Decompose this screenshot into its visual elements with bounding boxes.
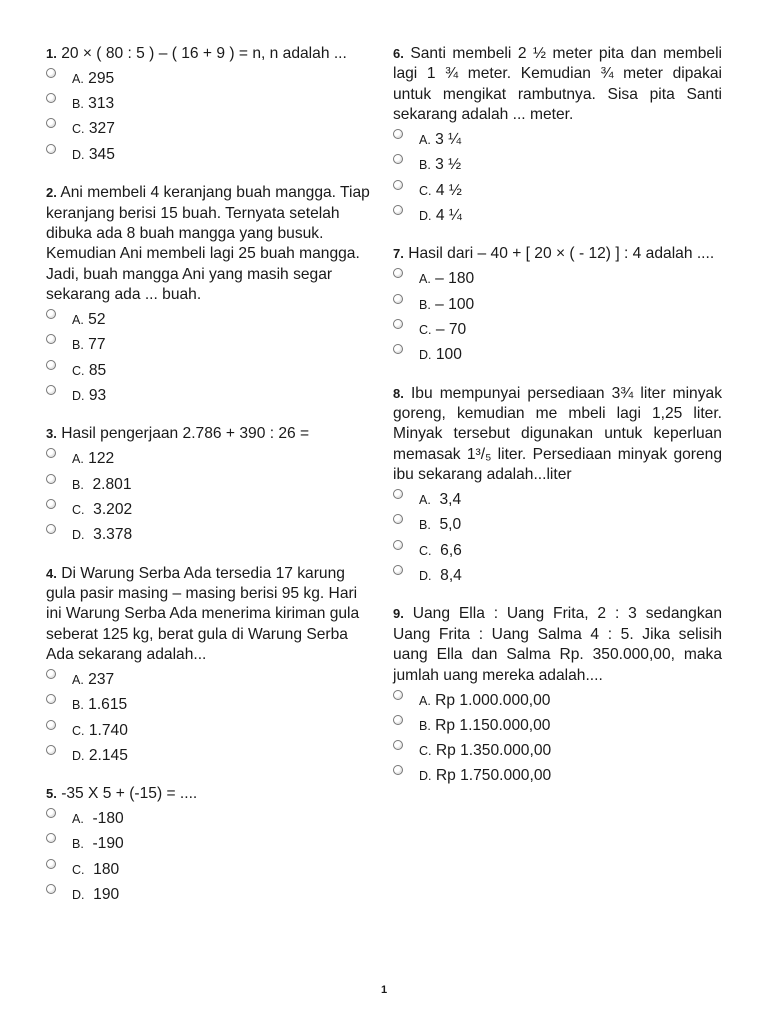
option-value: 5,0	[435, 516, 462, 534]
option-letter: B.	[72, 338, 84, 353]
radio-button-icon[interactable]	[46, 68, 56, 78]
answer-option[interactable]	[46, 832, 374, 857]
radio-button-icon[interactable]	[393, 294, 403, 304]
question	[393, 244, 722, 367]
question-stem	[393, 44, 722, 126]
option-letter: D.	[72, 388, 85, 403]
answer-option[interactable]	[46, 117, 374, 142]
option-label	[72, 810, 124, 828]
option-letter: D.	[72, 748, 85, 763]
question-text: Uang Ella : Uang Frita, 2 : 3 sedangkan Uang Frita : Uang Salma 4 : 5. Jika selisih uang Ella dan Salma Rp. 350.000,00, maka jumlah uang mereka adalah....	[393, 605, 722, 684]
option-value: 180	[88, 860, 120, 878]
option-value: 190	[88, 885, 120, 903]
question-stem	[46, 183, 374, 305]
answer-option[interactable]	[393, 513, 722, 538]
option-label	[72, 501, 132, 519]
answer-option[interactable]	[46, 857, 374, 882]
option-label	[72, 671, 114, 689]
question-text: Di Warung Serba Ada tersedia 17 karung gula pasir masing – masing berisi 95 kg. Hari ini Warung Serba Ada menerima kiriman gula seberat 125 kg, berat gula di Warung Serba Ada sekarang adalah...	[46, 564, 360, 664]
option-letter: C.	[419, 183, 432, 198]
option-value: 3,4	[435, 491, 462, 509]
answer-options	[46, 807, 374, 908]
option-value: Rp 1.750.000,00	[435, 767, 552, 785]
question-number: 6.	[393, 46, 404, 61]
radio-button-icon[interactable]	[46, 694, 56, 704]
question-stem	[46, 424, 374, 444]
answer-option[interactable]	[393, 688, 722, 713]
option-label	[72, 476, 132, 494]
option-value: 2.145	[88, 746, 128, 764]
option-value: 237	[88, 671, 115, 689]
answer-option[interactable]	[46, 497, 374, 522]
radio-button-icon[interactable]	[46, 334, 56, 344]
option-value: 1.615	[88, 696, 128, 714]
answer-option[interactable]	[46, 882, 374, 907]
answer-option[interactable]	[46, 142, 374, 167]
answer-options	[46, 66, 374, 167]
option-letter: A.	[419, 493, 431, 508]
answer-option[interactable]	[393, 178, 722, 203]
question-number: 9.	[393, 606, 404, 622]
right-column	[393, 44, 722, 805]
radio-button-icon[interactable]	[46, 669, 56, 679]
option-value: 295	[88, 70, 115, 87]
option-value: – 100	[435, 295, 475, 313]
question	[46, 424, 374, 547]
radio-button-icon[interactable]	[393, 319, 403, 329]
option-letter: C.	[419, 743, 432, 758]
answer-option[interactable]	[393, 563, 722, 588]
option-letter: D.	[419, 769, 432, 784]
option-value: 327	[88, 120, 115, 138]
option-value: 8,4	[435, 566, 462, 584]
option-value: 4 ½	[435, 181, 462, 199]
answer-option[interactable]	[46, 693, 374, 718]
option-label	[419, 296, 474, 314]
option-letter: B.	[72, 698, 84, 713]
option-letter: B.	[72, 837, 84, 852]
option-value: 313	[88, 95, 115, 113]
answer-option[interactable]	[46, 522, 374, 547]
radio-button-icon[interactable]	[46, 448, 56, 458]
radio-button-icon[interactable]	[46, 499, 56, 509]
question-number: 1.	[46, 46, 57, 61]
answer-option[interactable]	[46, 447, 374, 472]
option-letter: C.	[72, 502, 85, 517]
radio-button-icon[interactable]	[46, 144, 56, 154]
option-letter: C.	[72, 723, 85, 738]
answer-option[interactable]	[46, 718, 374, 743]
option-label	[419, 742, 551, 760]
radio-button-icon[interactable]	[393, 690, 403, 700]
option-label	[72, 835, 124, 853]
option-value: 6,6	[435, 541, 462, 559]
option-label	[419, 346, 462, 364]
question-number: 4.	[46, 565, 57, 581]
option-value: Rp 1.000.000,00	[435, 691, 551, 709]
option-letter: D.	[72, 527, 85, 542]
option-label	[72, 311, 106, 329]
option-value: 122	[88, 450, 115, 468]
radio-button-icon[interactable]	[46, 118, 56, 128]
radio-button-icon[interactable]	[393, 489, 403, 499]
radio-button-icon[interactable]	[393, 205, 403, 215]
radio-button-icon[interactable]	[46, 884, 56, 894]
question-stem	[393, 604, 722, 686]
option-label	[419, 182, 462, 200]
option-value: 4 ¼	[435, 206, 462, 224]
option-letter: A.	[419, 272, 431, 287]
question-text: 20 × ( 80 : 5 ) – ( 16 + 9 ) = n, n adalah ...	[61, 45, 347, 62]
option-letter: C.	[419, 543, 432, 558]
answer-option[interactable]	[46, 308, 374, 333]
radio-button-icon[interactable]	[46, 833, 56, 843]
radio-button-icon[interactable]	[46, 720, 56, 730]
radio-button-icon[interactable]	[46, 808, 56, 818]
option-letter: D.	[419, 347, 432, 362]
answer-option[interactable]	[46, 92, 374, 117]
option-value: -190	[88, 835, 124, 853]
option-label	[419, 692, 550, 710]
question-number: 5.	[46, 786, 57, 802]
page-number: 1	[380, 984, 388, 996]
answer-options	[46, 308, 374, 409]
answer-option[interactable]	[393, 317, 722, 342]
question	[393, 44, 722, 228]
answer-option[interactable]	[393, 713, 722, 738]
option-letter: A.	[72, 313, 84, 328]
option-label	[72, 747, 128, 765]
option-label	[419, 207, 462, 225]
option-value: Rp 1.150.000,00	[435, 716, 551, 734]
option-letter: A.	[72, 452, 84, 467]
question	[46, 183, 374, 408]
option-label	[72, 146, 115, 164]
option-value: 3 ½	[435, 156, 462, 174]
answer-option[interactable]	[393, 764, 722, 789]
answer-option[interactable]	[46, 66, 374, 91]
answer-option[interactable]	[393, 538, 722, 563]
answer-option[interactable]	[393, 267, 722, 292]
radio-button-icon[interactable]	[46, 474, 56, 484]
option-letter: C.	[72, 122, 85, 137]
radio-button-icon[interactable]	[46, 859, 56, 869]
option-label	[72, 861, 119, 879]
question-stem	[393, 384, 722, 486]
radio-button-icon[interactable]	[393, 765, 403, 775]
radio-button-icon[interactable]	[46, 93, 56, 103]
question	[46, 784, 374, 907]
radio-button-icon[interactable]	[393, 715, 403, 725]
radio-button-icon[interactable]	[393, 180, 403, 190]
question-text: Hasil dari – 40 + [ 20 × ( - 12) ] : 4 adalah ....	[408, 245, 715, 263]
option-letter: A.	[419, 133, 431, 148]
radio-button-icon[interactable]	[46, 745, 56, 755]
option-value: 3 ¼	[435, 131, 462, 149]
option-label	[72, 886, 119, 904]
option-value: 2.801	[88, 475, 132, 493]
option-label	[72, 70, 114, 88]
option-value: 1.740	[88, 721, 128, 739]
option-value: 52	[88, 311, 106, 329]
radio-button-icon[interactable]	[393, 514, 403, 524]
answer-options	[46, 668, 374, 769]
question-number: 8.	[393, 385, 404, 401]
option-label	[419, 767, 551, 785]
option-label	[419, 717, 550, 735]
question-stem	[393, 244, 722, 264]
answer-option[interactable]	[393, 738, 722, 763]
option-label	[419, 516, 461, 534]
question-text: Hasil pengerjaan 2.786 + 390 : 26 =	[61, 425, 310, 443]
option-label	[419, 131, 461, 149]
option-letter: B.	[72, 477, 84, 492]
option-label	[72, 696, 127, 714]
option-letter: D.	[419, 568, 432, 583]
radio-button-icon[interactable]	[46, 309, 56, 319]
option-letter: C.	[419, 322, 432, 337]
answer-option[interactable]	[393, 342, 722, 367]
option-label	[72, 120, 115, 138]
radio-button-icon[interactable]	[393, 565, 403, 575]
option-letter: C.	[72, 862, 85, 877]
option-letter: B.	[72, 97, 84, 112]
option-letter: B.	[419, 297, 431, 312]
answer-options	[393, 128, 722, 229]
option-label	[419, 567, 462, 585]
option-value: 85	[88, 361, 107, 379]
option-letter: D.	[72, 147, 85, 162]
answer-option[interactable]	[46, 383, 374, 408]
option-label	[419, 156, 461, 174]
option-letter: B.	[419, 718, 431, 733]
option-letter: C.	[72, 363, 85, 378]
option-value: – 70	[435, 320, 467, 338]
question-text: Santi membeli 2 ½ meter pita dan membeli lagi 1 ¾ meter. Kemudian ¾ meter dipakai untuk mengikat rambutnya. Sisa pita Santi sekarang adalah ... meter.	[393, 45, 722, 124]
answer-option[interactable]	[46, 807, 374, 832]
option-value: 77	[88, 336, 106, 354]
option-label	[72, 526, 132, 544]
question-stem	[46, 564, 374, 666]
option-label	[419, 542, 462, 560]
option-letter: A.	[72, 72, 84, 86]
option-label	[72, 450, 114, 468]
option-letter: A.	[419, 693, 431, 708]
option-value: 100	[435, 345, 462, 363]
option-letter: B.	[419, 158, 431, 173]
option-label	[419, 270, 474, 288]
option-value: 345	[88, 145, 115, 163]
question	[46, 44, 374, 167]
answer-options	[393, 488, 722, 589]
radio-button-icon[interactable]	[393, 154, 403, 164]
radio-button-icon[interactable]	[393, 268, 403, 278]
answer-options	[393, 688, 722, 789]
question-text: -35 X 5 + (-15) = ....	[61, 785, 198, 803]
option-value: 3.378	[88, 525, 133, 543]
option-letter: A.	[72, 673, 84, 688]
option-letter: A.	[72, 812, 84, 827]
answer-option[interactable]	[46, 743, 374, 768]
question	[393, 604, 722, 788]
question	[46, 564, 374, 769]
answer-option[interactable]	[46, 668, 374, 693]
answer-option[interactable]	[46, 358, 374, 383]
radio-button-icon[interactable]	[46, 385, 56, 395]
option-letter: B.	[419, 518, 431, 533]
left-column	[46, 44, 374, 923]
answer-option[interactable]	[393, 203, 722, 228]
option-value: Rp 1.350.000,00	[435, 741, 552, 759]
answer-options	[46, 447, 374, 548]
answer-options	[393, 267, 722, 368]
option-letter: D.	[419, 208, 432, 223]
option-label	[72, 362, 106, 380]
answer-option[interactable]	[46, 472, 374, 497]
radio-button-icon[interactable]	[46, 524, 56, 534]
option-label	[72, 336, 106, 354]
option-value: 3.202	[88, 500, 133, 518]
option-value: – 180	[435, 270, 475, 288]
question-stem	[46, 44, 374, 64]
option-value: 93	[88, 386, 107, 404]
question-number: 2.	[46, 185, 57, 201]
radio-button-icon[interactable]	[393, 540, 403, 550]
answer-option[interactable]	[393, 292, 722, 317]
question-text: Ani membeli 4 keranjang buah mangga. Tiap keranjang berisi 15 buah. Ternyata setelah dibuka ada 8 buah mangga yang busuk. Kemudian Ani membeli lagi 25 buah mangga. Jadi, buah mangga Ani yang masih segar sekarang ada ... buah.	[46, 184, 370, 304]
option-label	[72, 95, 114, 113]
answer-option[interactable]	[393, 128, 722, 153]
answer-option[interactable]	[393, 488, 722, 513]
radio-button-icon[interactable]	[46, 360, 56, 370]
answer-option[interactable]	[46, 333, 374, 358]
option-label	[72, 722, 128, 740]
option-letter: D.	[72, 887, 85, 902]
question-number: 7.	[393, 246, 404, 262]
radio-button-icon[interactable]	[393, 740, 403, 750]
option-label	[419, 491, 461, 509]
question	[393, 384, 722, 589]
radio-button-icon[interactable]	[393, 129, 403, 139]
option-label	[419, 321, 466, 339]
option-value: -180	[88, 810, 124, 828]
answer-option[interactable]	[393, 153, 722, 178]
radio-button-icon[interactable]	[393, 344, 403, 354]
question-stem	[46, 784, 374, 804]
question-number: 3.	[46, 426, 57, 442]
question-text: Ibu mempunyai persediaan 3¾ liter minyak goreng, kemudian me mbeli lagi 1,25 liter. Minyak tersebut digunakan untuk keperluan memasak 1³/₅ liter. Persediaan minyak goreng ibu sekarang adalah...liter	[393, 384, 722, 484]
option-label	[72, 387, 106, 405]
